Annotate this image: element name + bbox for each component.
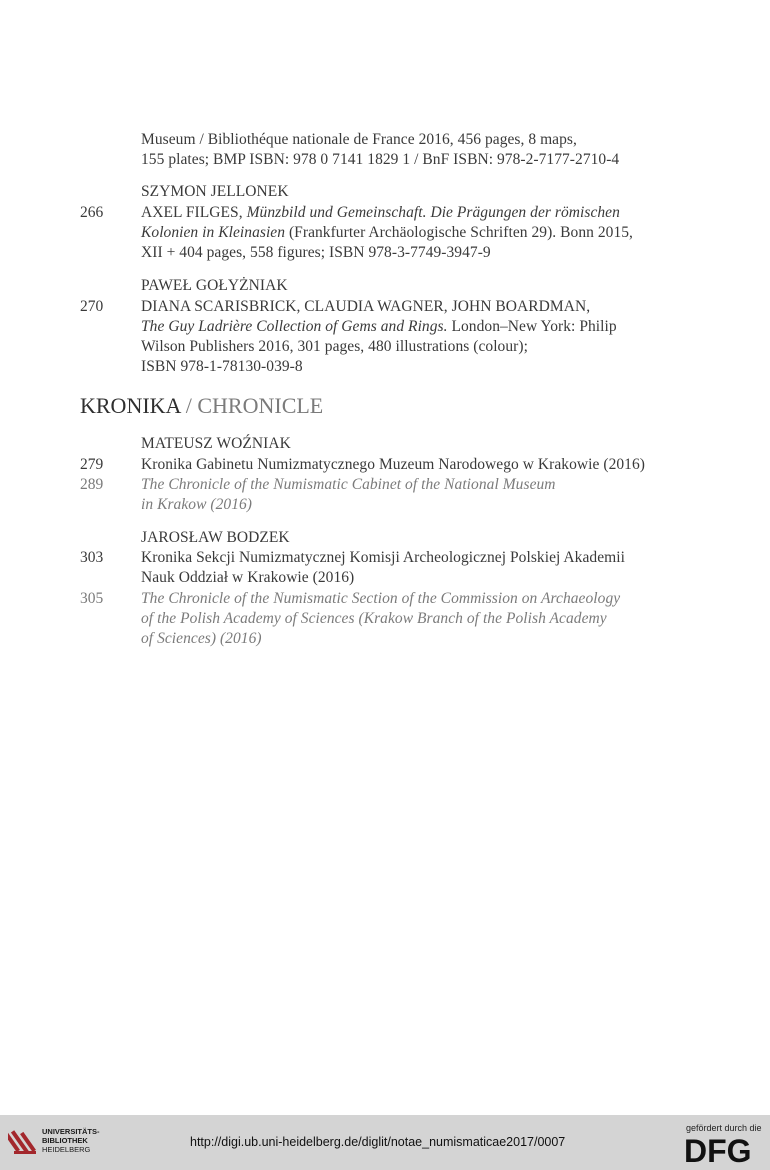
review-title-line-4: ISBN 978-1-78130-039-8 — [141, 358, 303, 375]
chronicle-title-en-line-2: in Krakow (2016) — [141, 496, 253, 513]
footer-bar — [0, 1115, 770, 1170]
dfg-logo-icon — [684, 1133, 760, 1167]
chronicle-title-pl: Kronika Gabinetu Numizmatycznego Muzeum Narodowego w Krakowie (2016) — [141, 456, 645, 473]
section-heading: KRONIKA / CHRONICLE — [80, 393, 324, 418]
page-number: 303 — [80, 549, 104, 566]
author-name: PAWEŁ GOŁYŻNIAK — [141, 277, 288, 294]
review-title-line-2: The Guy Ladrière Collection of Gems and Rings. London–New York: Philip — [141, 318, 617, 335]
review-title-line-1: DIANA SCARISBRICK, CLAUDIA WAGNER, JOHN BOARDMAN, — [141, 298, 591, 315]
svg-text:DFG: DFG — [684, 1133, 752, 1167]
author-name: MATEUSZ WOŹNIAK — [141, 435, 291, 452]
chronicle-title-pl-line-1: Kronika Sekcji Numizmatycznej Komisji Archeologicznej Polskiej Akademii — [141, 549, 625, 566]
page-number: 270 — [80, 298, 104, 315]
review-title-line-3: Wilson Publishers 2016, 301 pages, 480 illustrations (colour); — [141, 338, 528, 355]
chronicle-title-en-line-3: of Sciences) (2016) — [141, 630, 262, 647]
entry-continuation-line-1: Museum / Bibliothéque nationale de France 2016, 456 pages, 8 maps, — [141, 131, 577, 148]
chronicle-title-pl-line-2: Nauk Oddział w Krakowie (2016) — [141, 569, 355, 586]
chronicle-title-en-line-1: The Chronicle of the Numismatic Section of the Commission on Archaeology — [141, 590, 621, 607]
entry-continuation-line-2: 155 plates; BMP ISBN: 978 0 7141 1829 1 / BnF ISBN: 978-2-7177-2710-4 — [141, 151, 620, 168]
author-name: SZYMON JELLONEK — [141, 183, 289, 200]
review-title-line-3: XII + 404 pages, 558 figures; ISBN 978-3-7749-3947-9 — [141, 244, 491, 261]
review-title-line-1: AXEL FILGES, Münzbild und Gemeinschaft. Die Prägungen der römischen — [141, 204, 620, 221]
page-number: 279 — [80, 456, 104, 473]
university-library-name: UNIVERSITÄTS- BIBLIOTHEK HEIDELBERG — [42, 1127, 100, 1154]
page-number: 305 — [80, 590, 104, 607]
page-number: 289 — [80, 476, 104, 493]
dfg-caption: gefördert durch die — [686, 1123, 762, 1133]
chronicle-title-en-line-2: of the Polish Academy of Sciences (Krakow Branch of the Polish Academy — [141, 610, 607, 627]
page-number: 266 — [80, 204, 104, 221]
author-name: JAROSŁAW BODZEK — [141, 529, 290, 546]
review-title-line-2: Kolonien in Kleinasien (Frankfurter Archäologische Schriften 29). Bonn 2015, — [141, 224, 633, 241]
permalink-url[interactable]: http://digi.ub.uni-heidelberg.de/diglit/notae_numismaticae2017/0007 — [190, 1135, 566, 1149]
chronicle-title-en-line-1: The Chronicle of the Numismatic Cabinet of the National Museum — [141, 476, 556, 493]
